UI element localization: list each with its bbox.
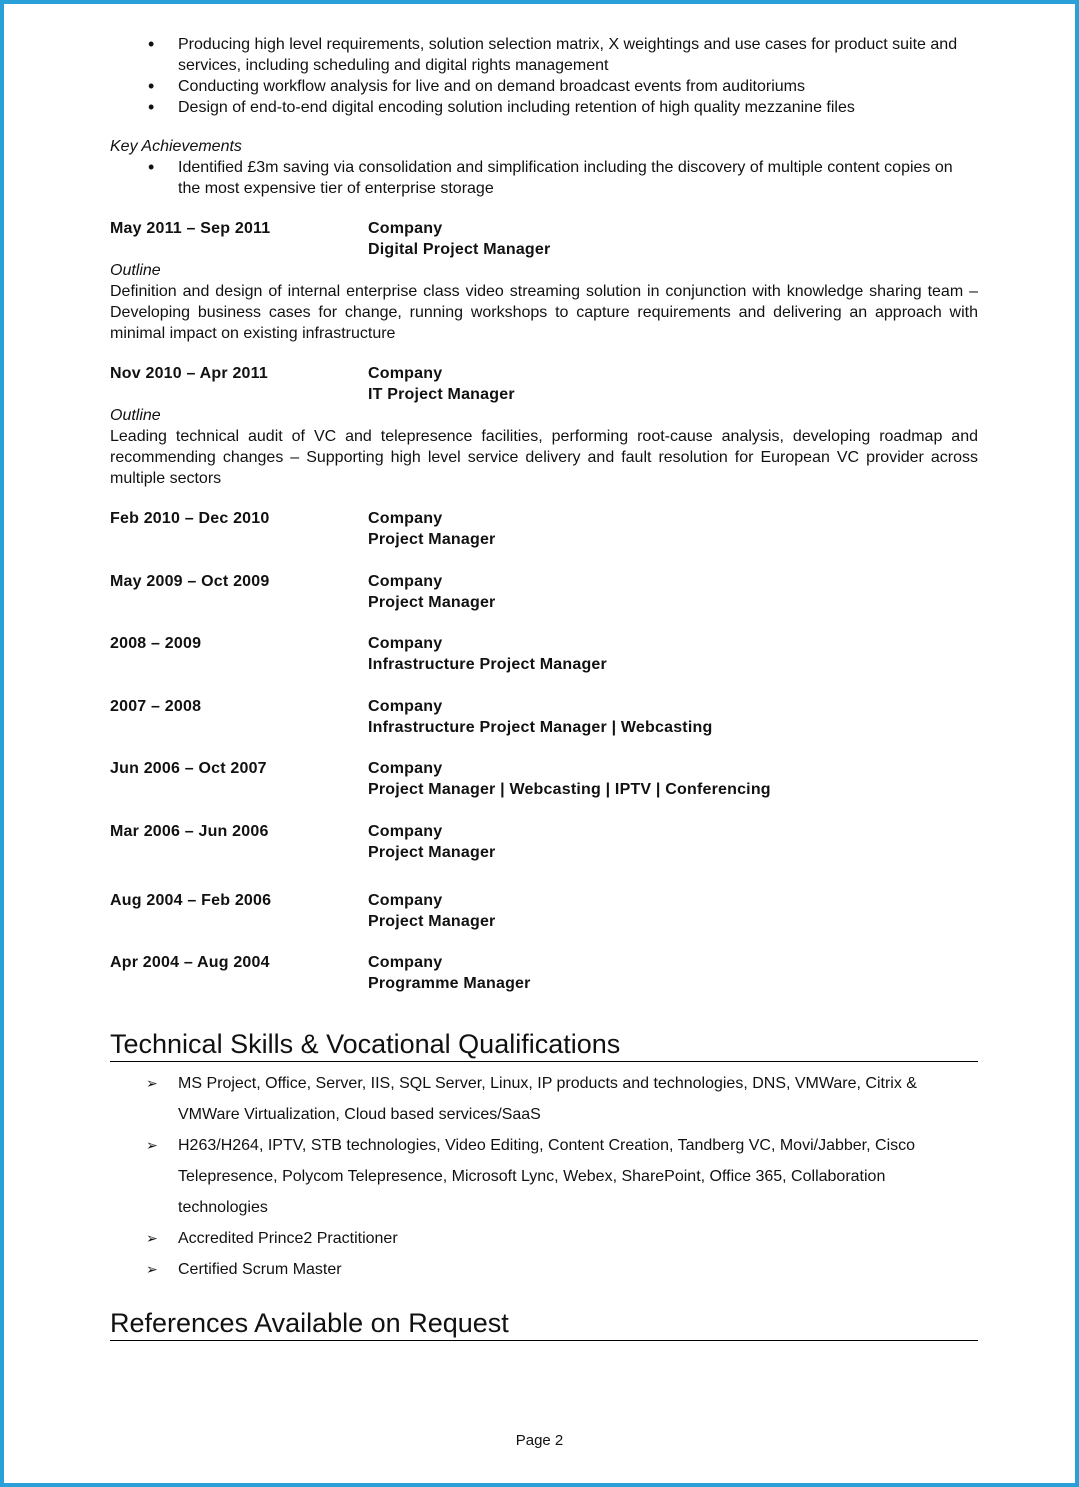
job-entry	[110, 633, 978, 675]
job-company: Company	[368, 365, 443, 382]
job-entry	[110, 696, 978, 738]
job-entry	[110, 952, 978, 994]
job-entry	[110, 363, 978, 405]
list-item: • Producing high level requirements, solution selection matrix, X weightings and use cases for product suite and services, including scheduling and digital rights management	[178, 34, 978, 76]
job-company: Company	[368, 954, 443, 971]
job-outline: Leading technical audit of VC and telepresence facilities, performing root-cause analysis, developing roadmap and recommending changes – Supporting high level service delivery and fault resolution for European VC provider across multiple sectors	[110, 428, 978, 487]
references-section-title: References Available on Request	[110, 1307, 978, 1341]
job-dates: May 2011 – Sep 2011	[110, 220, 271, 237]
job-title: Project Manager	[368, 531, 496, 548]
skills-list	[110, 1068, 978, 1285]
job-title: Infrastructure Project Manager | Webcasting	[368, 719, 713, 736]
top-bullet-list	[110, 34, 978, 118]
job-entry	[110, 758, 978, 800]
job-title: Infrastructure Project Manager	[368, 656, 607, 673]
list-item: ➢ MS Project, Office, Server, IIS, SQL Server, Linux, IP products and technologies, DNS, VMWare, Citrix & VMWare Virtualization, Cloud based services/SaaS	[178, 1068, 978, 1130]
job-dates: 2007 – 2008	[110, 698, 202, 715]
job-dates: Apr 2004 – Aug 2004	[110, 954, 270, 971]
job-outline: Definition and design of internal enterprise class video streaming solution in conjunction with knowledge sharing team – Developing business cases for change, running workshops to capture requirements and delivering an approach with minimal impact on existing infrastructure	[110, 283, 978, 342]
job-company: Company	[368, 635, 443, 652]
job-title: Programme Manager	[368, 975, 531, 992]
job-entry	[110, 571, 978, 613]
list-item: • Conducting workflow analysis for live and on demand broadcast events from auditoriums	[178, 76, 978, 97]
job-company: Company	[368, 573, 443, 590]
job-dates: Feb 2010 – Dec 2010	[110, 510, 270, 527]
key-achievements-heading: Key Achievements	[110, 138, 242, 155]
job-title: Project Manager	[368, 594, 496, 611]
job-company: Company	[368, 760, 443, 777]
job-company: Company	[368, 892, 443, 909]
job-company: Company	[368, 823, 443, 840]
job-company: Company	[368, 510, 443, 527]
job-title: Project Manager | Webcasting | IPTV | Conferencing	[368, 781, 771, 798]
list-item: ➢ H263/H264, IPTV, STB technologies, Video Editing, Content Creation, Tandberg VC, Movi/Jabber, Cisco Telepresence, Polycom Telepresence, Microsoft Lync, Webex, SharePoint, Office 365, Collaboration technologies	[178, 1130, 978, 1223]
job-title: Digital Project Manager	[368, 241, 551, 258]
page-number: Page 2	[515, 1432, 564, 1449]
job-dates: Aug 2004 – Feb 2006	[110, 892, 272, 909]
job-title: IT Project Manager	[368, 386, 515, 403]
job-dates: Mar 2006 – Jun 2006	[110, 823, 269, 840]
job-dates: Jun 2006 – Oct 2007	[110, 760, 267, 777]
key-achievements-list	[110, 157, 978, 199]
job-entry	[110, 218, 978, 260]
outline-label: Outline	[110, 262, 161, 279]
page-content	[110, 34, 978, 1341]
job-dates: Nov 2010 – Apr 2011	[110, 365, 268, 382]
job-entry	[110, 821, 978, 863]
list-item: • Design of end-to-end digital encoding solution including retention of high quality mezzanine files	[178, 97, 978, 118]
job-dates: May 2009 – Oct 2009	[110, 573, 270, 590]
outline-label: Outline	[110, 407, 161, 424]
job-company: Company	[368, 220, 443, 237]
job-entry	[110, 508, 978, 550]
job-title: Project Manager	[368, 913, 496, 930]
job-dates: 2008 – 2009	[110, 635, 202, 652]
skills-section-title: Technical Skills & Vocational Qualifications	[110, 1028, 978, 1062]
job-title: Project Manager	[368, 844, 496, 861]
list-item: • Identified £3m saving via consolidation and simplification including the discovery of multiple content copies on the most expensive tier of enterprise storage	[178, 157, 978, 199]
job-company: Company	[368, 698, 443, 715]
list-item: ➢ Certified Scrum Master	[178, 1254, 978, 1285]
job-entry	[110, 890, 978, 932]
list-item: ➢ Accredited Prince2 Practitioner	[178, 1223, 978, 1254]
